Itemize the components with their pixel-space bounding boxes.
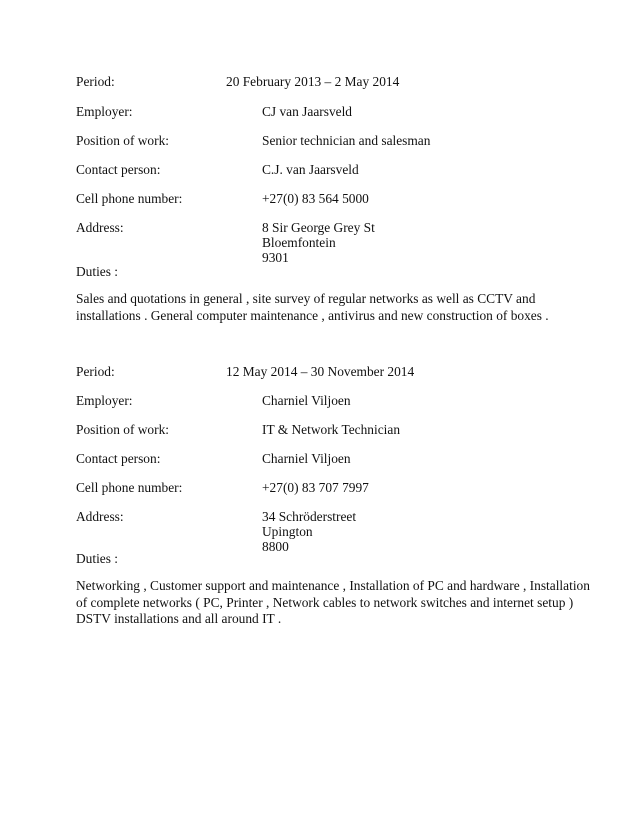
period-value: 20 February 2013 – 2 May 2014	[226, 74, 400, 89]
address-line-street: 34 Schröderstreet	[262, 509, 357, 524]
address-line-postcode: 9301	[262, 250, 289, 265]
employer-label: Employer:	[76, 104, 133, 119]
position-value: IT & Network Technician	[262, 422, 401, 437]
contact-label: Contact person:	[76, 162, 161, 177]
period-value: 12 May 2014 – 30 November 2014	[226, 364, 415, 379]
contact-value: Charniel Viljoen	[262, 451, 351, 466]
duties-label: Duties :	[76, 264, 119, 279]
address-line-city: Bloemfontein	[262, 235, 336, 250]
address-line-street: 8 Sir George Grey St	[262, 220, 375, 235]
duties-line: Sales and quotations in general , site survey of regular networks as well as CCTV and	[76, 291, 536, 306]
duties-line: DSTV installations and all around IT .	[76, 611, 282, 626]
position-label: Position of work:	[76, 133, 169, 148]
duties-label: Duties :	[76, 551, 119, 566]
position-value: Senior technician and salesman	[262, 133, 431, 148]
address-label: Address:	[76, 509, 124, 524]
address-line-city: Upington	[262, 524, 313, 539]
employer-label: Employer:	[76, 393, 133, 408]
phone-value: +27(0) 83 564 5000	[262, 191, 369, 206]
employer-value: CJ van Jaarsveld	[262, 104, 352, 119]
period-label: Period:	[76, 74, 115, 89]
contact-label: Contact person:	[76, 451, 161, 466]
position-label: Position of work:	[76, 422, 169, 437]
contact-value: C.J. van Jaarsveld	[262, 162, 359, 177]
address-label: Address:	[76, 220, 124, 235]
duties-text	[76, 291, 576, 324]
phone-label: Cell phone number:	[76, 191, 183, 206]
duties-line: installations . General computer maintenance , antivirus and new construction of boxes .	[76, 307, 549, 323]
duties-line: Networking , Customer support and maintenance , Installation of PC and hardware , Installation	[76, 578, 590, 593]
period-label: Period:	[76, 364, 115, 379]
address-line-postcode: 8800	[262, 539, 289, 554]
duties-line: of complete networks ( PC, Printer , Network cables to network switches and internet setup )	[76, 594, 574, 610]
phone-label: Cell phone number:	[76, 480, 183, 495]
duties-text	[76, 578, 590, 628]
phone-value: +27(0) 83 707 7997	[262, 480, 369, 495]
employer-value: Charniel Viljoen	[262, 393, 351, 408]
